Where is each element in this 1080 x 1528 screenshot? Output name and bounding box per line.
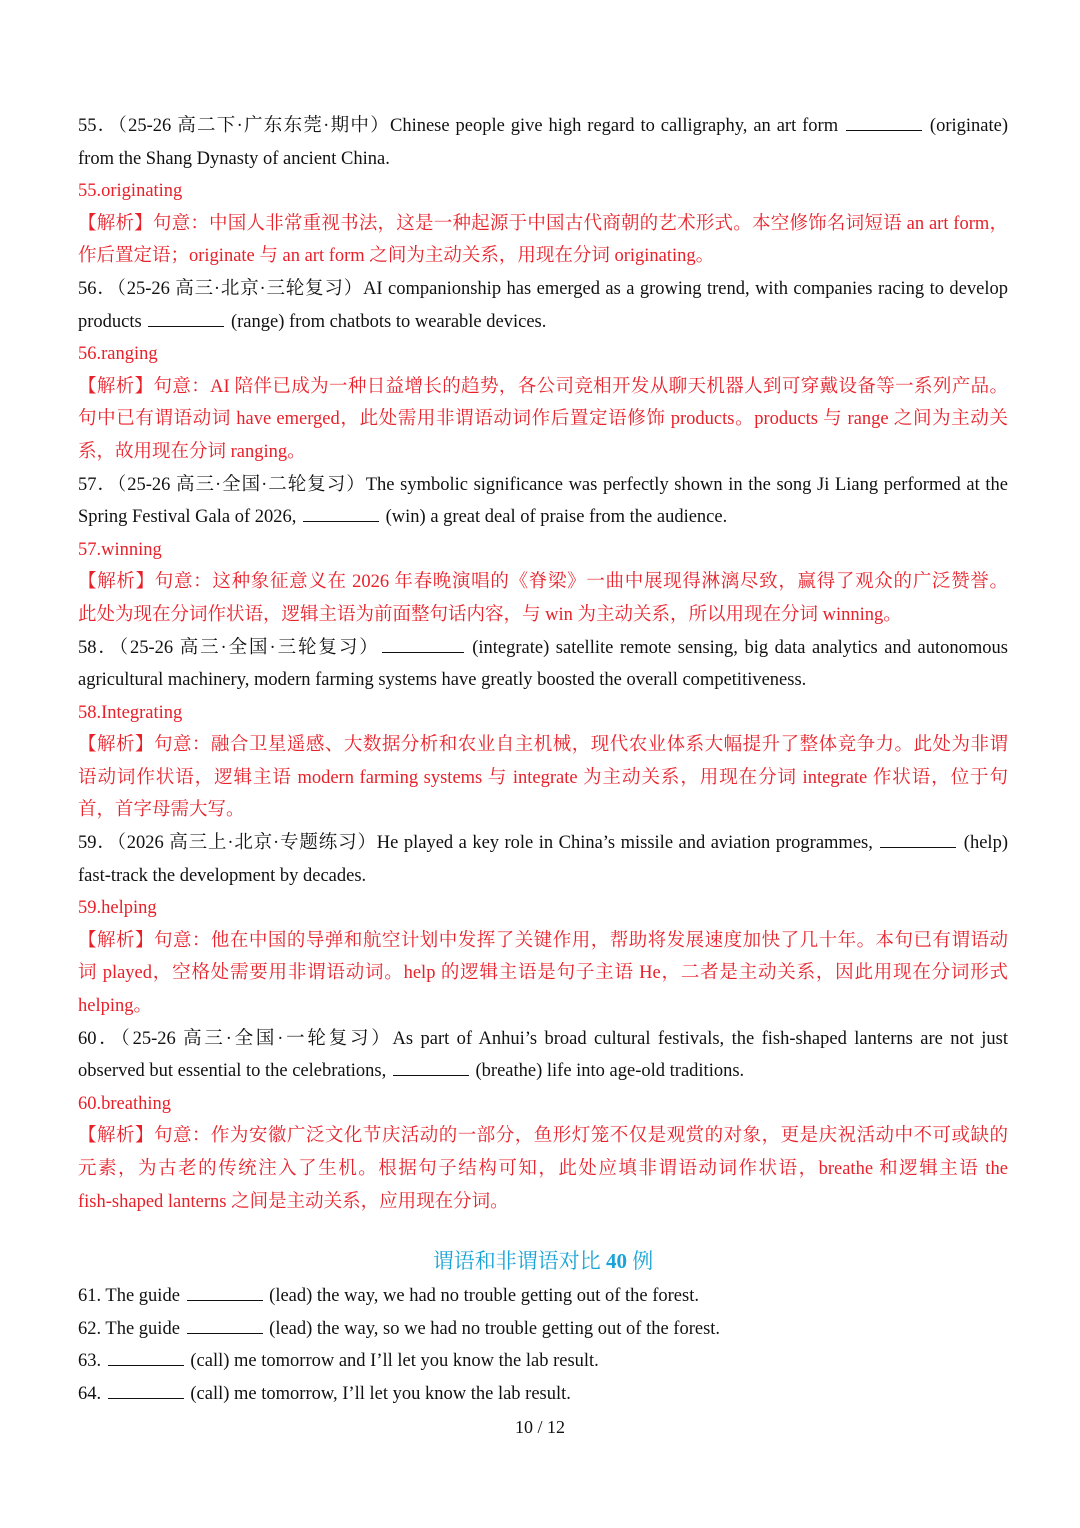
answer-line: 60.breathing xyxy=(78,1093,171,1114)
answer-line: 56.ranging xyxy=(78,344,158,365)
answer-blank xyxy=(880,832,956,848)
question-block xyxy=(78,632,1008,828)
analysis-line: 句中已有谓语动词 have emerged，此处需用非谓语动词作后置定语修饰 products。products 与 range 之间为主动关 xyxy=(78,409,1008,430)
answer-blank xyxy=(303,506,379,522)
question-line: from the Shang Dynasty of ancient China. xyxy=(78,148,390,169)
answer-blank xyxy=(108,1350,184,1366)
answer-line: 58.Integrating xyxy=(78,702,183,723)
question-line: Spring Festival Gala of 2026, (win) a great deal of praise from the audience. xyxy=(78,507,728,528)
exercise-item: 64. (call) me tomorrow, I’ll let you know the lab result. xyxy=(78,1383,571,1404)
analysis-line: fish-shaped lanterns 之间是主动关系，应用现在分词。 xyxy=(78,1191,509,1212)
analysis-line: 语动词作状语，逻辑主语 modern farming systems 与 integrate 为主动关系，用现在分词 integrate 作状语，位于句 xyxy=(78,767,1008,788)
analysis-line: 【解析】句意：他在中国的导弹和航空计划中发挥了关键作用，帮助将发展速度加快了几十年。本句已有谓语动 xyxy=(78,930,1008,951)
analysis-line: 【解析】句意：作为安徽广泛文化节庆活动的一部分，鱼形灯笼不仅是观赏的对象，更是庆祝活动中不可或缺的 xyxy=(78,1126,1008,1147)
question-block xyxy=(78,273,1008,469)
question-block xyxy=(78,110,1008,273)
section-spacer xyxy=(78,1218,1008,1242)
analysis-line: 词 played，空格处需要用非谓语动词。help 的逻辑主语是句子主语 He，二者是主动关系，因此用现在分词形式 xyxy=(78,963,1008,984)
section-title: 谓语和非谓语对比 40 例 xyxy=(432,1249,654,1274)
question-line: observed but essential to the celebrations, (breathe) life into age-old traditions. xyxy=(78,1061,745,1082)
answer-blank xyxy=(393,1060,469,1076)
exercise-item: 62. The guide (lead) the way, so we had no trouble getting out of the forest. xyxy=(78,1318,721,1339)
answer-blank xyxy=(148,311,224,327)
question-line: products (range) from chatbots to wearable devices. xyxy=(78,311,547,332)
analysis-line: helping。 xyxy=(78,996,152,1017)
analysis-line: 【解析】句意：这种象征意义在 2026 年春晚演唱的《脊梁》一曲中展现得淋漓尽致，赢得了观众的广泛赞誉。 xyxy=(78,572,1008,593)
answer-line: 57.winning xyxy=(78,539,162,560)
exercise-item: 63. (call) me tomorrow and I’ll let you know the lab result. xyxy=(78,1351,599,1372)
question-line: 57．（25-26 高三·全国·二轮复习）The symbolic significance was perfectly shown in the song Ji Liang performed at the xyxy=(78,474,1008,495)
analysis-line: 首，首字母需大写。 xyxy=(78,800,245,821)
answer-line: 59.helping xyxy=(78,898,157,919)
question-line: 56．（25-26 高三·北京·三轮复习）AI companionship has emerged as a growing trend, with companies racing to develop xyxy=(78,278,1008,299)
question-line: fast-track the development by decades. xyxy=(78,865,367,886)
answer-blank xyxy=(187,1318,263,1334)
question-line: 55．（25-26 高二下·广东东莞·期中）Chinese people give high regard to calligraphy, an art form (originate) xyxy=(78,116,1008,136)
page-number: 10 / 12 xyxy=(514,1417,565,1437)
analysis-line: 【解析】句意：融合卫星遥感、大数据分析和农业自主机械，现代农业体系大幅提升了整体竞争力。此处为非谓 xyxy=(78,735,1008,756)
exercise-list xyxy=(78,1280,1008,1410)
question-line: 59．（2026 高三上·北京·专题练习）He played a key role in China’s missile and aviation programmes, (help) xyxy=(78,833,1008,854)
question-line: 58．（25-26 高三·全国·三轮复习） (integrate) satellite remote sensing, big data analytics and autonomous xyxy=(78,637,1008,658)
answer-blank xyxy=(846,115,922,131)
analysis-line: 【解析】句意：中国人非常重视书法，这是一种起源于中国古代商朝的艺术形式。本空修饰名词短语 an art form， xyxy=(78,213,1008,234)
page-content xyxy=(78,110,1008,1411)
answer-line: 55.originating xyxy=(78,181,183,202)
question-line: agricultural machinery, modern farming systems have greatly boosted the overall competitiveness. xyxy=(78,670,807,691)
question-block xyxy=(78,827,1008,1023)
question-block xyxy=(78,469,1008,632)
answer-blank xyxy=(382,637,464,653)
answer-blank xyxy=(108,1383,184,1399)
analysis-line: 作后置定语；originate 与 an art form 之间为主动关系，用现在分词 originating。 xyxy=(78,246,715,267)
analysis-line: 系，故用现在分词 ranging。 xyxy=(78,441,306,462)
analysis-line: 此处为现在分词作状语，逻辑主语为前面整句话内容，与 win 为主动关系，所以用现在分词 winning。 xyxy=(78,604,902,625)
analysis-line: 【解析】句意：AI 陪伴已成为一种日益增长的趋势，各公司竞相开发从聊天机器人到可穿戴设备等一系列产品。 xyxy=(78,376,1008,397)
question-block xyxy=(78,1023,1008,1219)
analysis-line: 元素，为古老的传统注入了生机。根据句子结构可知，此处应填非谓语动词作状语，breathe 和逻辑主语 the xyxy=(78,1159,1008,1179)
question-line: 60．（25-26 高三·全国·一轮复习）As part of Anhui’s broad cultural festivals, the fish-shaped lanterns are not just xyxy=(78,1028,1008,1049)
exercise-item: 61. The guide (lead) the way, we had no trouble getting out of the forest. xyxy=(78,1286,699,1307)
answer-blank xyxy=(187,1285,263,1301)
